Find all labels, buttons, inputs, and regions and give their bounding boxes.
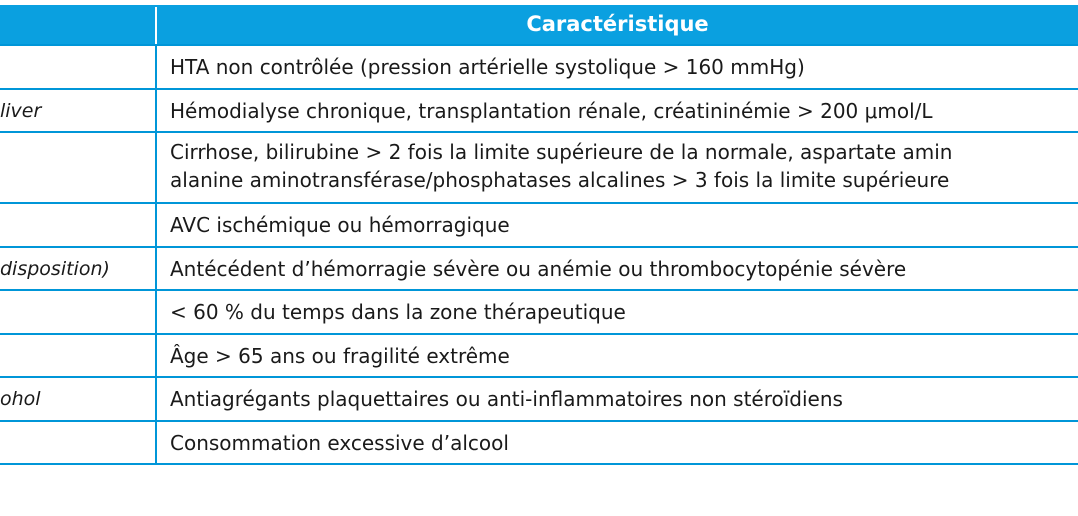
row-value-line-1: Cirrhose, bilirubine > 2 fois la limite supérieure de la normale, aspartate amin [170,140,953,164]
row-value-cell [170,46,1078,88]
table-row [0,90,1078,133]
row-label-cell [0,335,157,376]
table-row [0,46,1078,90]
row-label-cell [0,378,157,420]
table-row [0,248,1078,291]
risk-table [0,5,1078,465]
row-label-cell [0,46,157,88]
row-value: Antécédent d’hémorragie sévère ou anémie ou thrombocytopénie sévère [170,256,907,281]
row-value-cell [170,248,1078,289]
row-value: HTA non contrôlée (pression artérielle systolique > 160 mmHg) [170,55,805,79]
row-label-cell [0,422,157,463]
header-caracteristique: Caractéristique [526,12,709,36]
row-value: < 60 % du temps dans la zone thérapeutique [170,300,626,324]
row-label-cell [0,133,157,202]
table-row [0,291,1078,335]
row-value: Âge > 65 ans ou fragilité extrême [170,343,510,368]
row-value: Consommation excessive d’alcool [170,430,509,455]
table-row [0,133,1078,204]
row-value-cell [170,422,1078,463]
row-label: ohol [0,388,41,410]
row-label-cell [0,291,157,333]
table-row [0,335,1078,378]
row-value: Antiagrégants plaquettaires ou anti-inflammatoires non stéroïdiens [170,387,843,411]
row-label-cell [0,90,157,131]
row-value-cell [170,204,1078,246]
row-label: disposition) [0,257,110,280]
row-value-cell [170,90,1078,131]
table-row [0,378,1078,422]
table-body [0,46,1078,465]
row-value-cell [170,133,1078,202]
row-value: AVC ischémique ou hémorragique [170,213,510,237]
row-value-line-2: alanine aminotransférase/phosphatases alcalines > 3 fois la limite supérieure [170,168,950,192]
table-row [0,204,1078,248]
row-value-cell [170,291,1078,333]
row-label: liver [0,99,42,122]
row-value-cell [170,378,1078,420]
row-value-cell [170,335,1078,376]
row-label-cell [0,248,157,289]
row-label-cell [0,204,157,246]
row-value: Hémodialyse chronique, transplantation rénale, créatininémie > 200 μmol/L [170,98,933,123]
table-row [0,422,1078,465]
table-header-row [0,5,1078,46]
